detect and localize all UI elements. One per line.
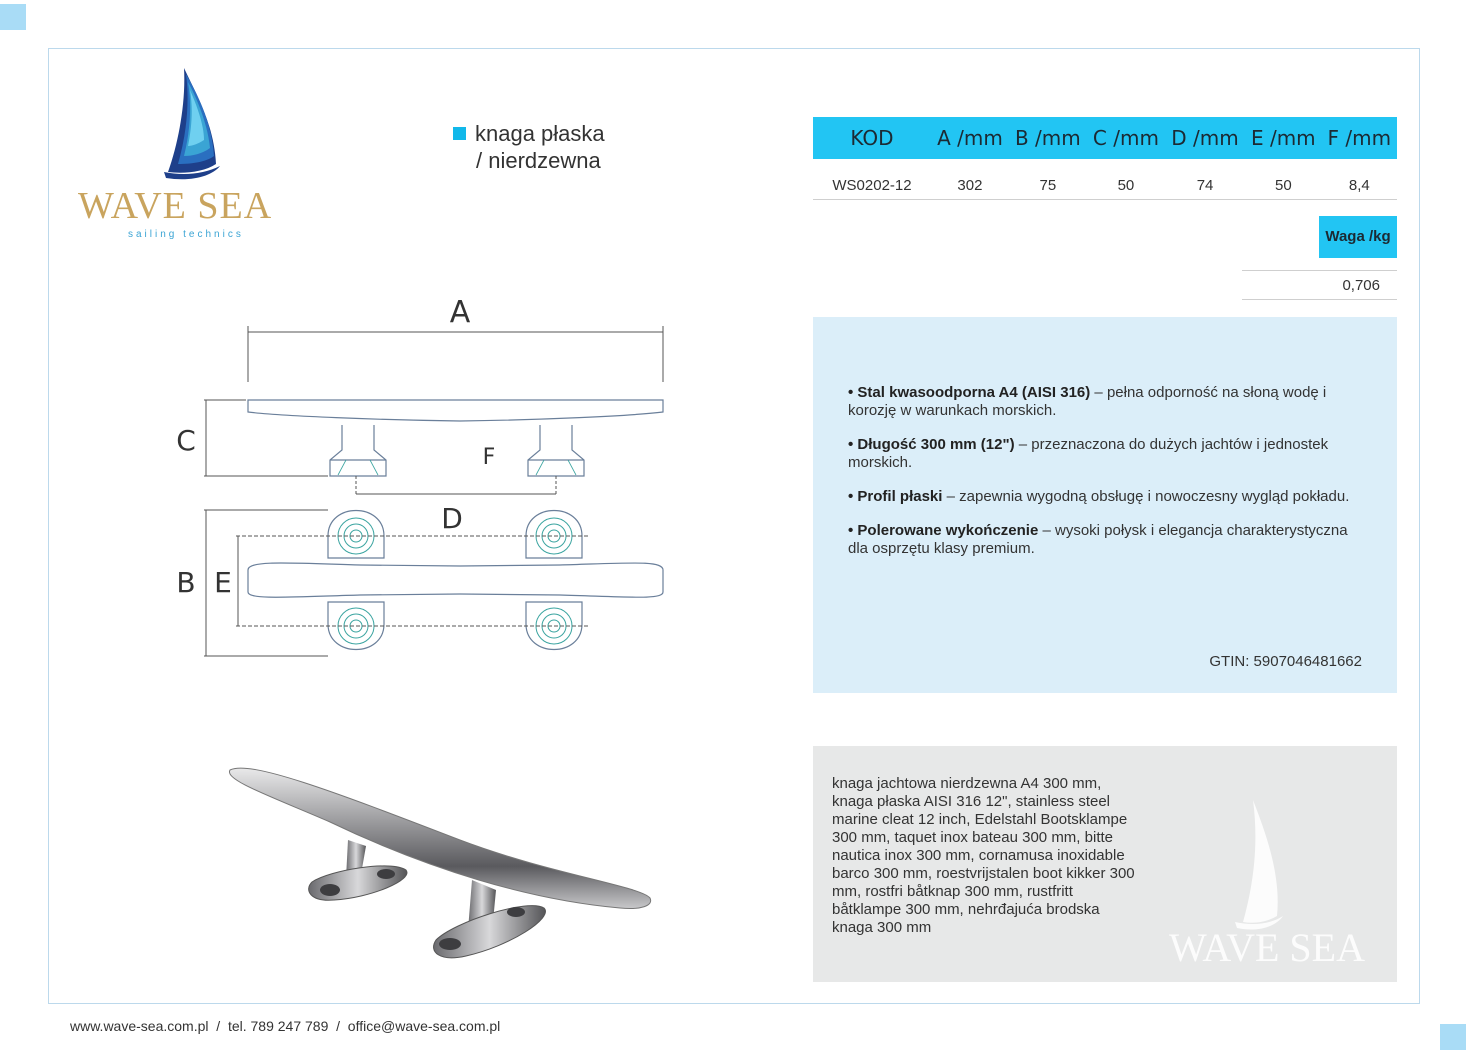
product-title bbox=[453, 120, 605, 174]
weight-value: 0,706 bbox=[1242, 270, 1397, 300]
product-title-line2: / nierdzewna bbox=[476, 148, 601, 173]
features-box bbox=[813, 317, 1397, 693]
dimension-label-d: D bbox=[441, 502, 463, 535]
spec-table bbox=[813, 117, 1397, 200]
spec-cell-a: 302 bbox=[931, 171, 1009, 200]
spec-cell-f: 8,4 bbox=[1322, 171, 1397, 200]
feature-2-title: • Długość 300 mm (12") bbox=[848, 436, 1015, 453]
spec-table-gap bbox=[813, 159, 1397, 171]
dimension-label-a: A bbox=[449, 295, 471, 330]
list-item bbox=[848, 488, 1367, 506]
spec-header-b: B /mm bbox=[1009, 117, 1087, 159]
wave-sea-watermark bbox=[1143, 796, 1393, 982]
gtin-code: GTIN: 5907046481662 bbox=[1209, 653, 1362, 670]
spec-header-kod: KOD bbox=[813, 117, 931, 159]
dimension-label-f: F bbox=[482, 445, 496, 470]
spec-header-c: C /mm bbox=[1087, 117, 1165, 159]
dimension-label-c: C bbox=[176, 424, 196, 457]
technical-drawing bbox=[160, 280, 680, 670]
list-item bbox=[848, 522, 1367, 558]
feature-2-text: – przeznaczona do dużych jachtów i jednostek morskich. bbox=[848, 436, 1329, 471]
spec-header-e: E /mm bbox=[1245, 117, 1322, 159]
watermark-text: WAVE SEA bbox=[1169, 925, 1365, 970]
feature-1-title: • Stal kwasoodporna A4 (AISI 316) bbox=[848, 384, 1091, 401]
spec-cell-b: 75 bbox=[1009, 171, 1087, 200]
feature-4-title: • Polerowane wykończenie bbox=[848, 522, 1039, 539]
spec-table-header-row bbox=[813, 117, 1397, 159]
list-item bbox=[848, 436, 1367, 472]
brand-name: WAVE SEA bbox=[78, 185, 273, 227]
list-item bbox=[848, 384, 1367, 420]
dimension-label-e: E bbox=[214, 566, 232, 599]
corner-marker-top-left bbox=[0, 4, 26, 30]
spec-cell-c: 50 bbox=[1087, 171, 1165, 200]
spec-cell-kod: WS0202-12 bbox=[813, 171, 931, 200]
description-box bbox=[813, 746, 1397, 982]
brand-tagline: sailing technics bbox=[128, 229, 244, 240]
dimension-label-b: B bbox=[176, 566, 196, 599]
feature-1-text: – pełna odporność na słoną wodę i korozję w warunkach morskich. bbox=[848, 384, 1327, 419]
feature-3-text: – zapewnia wygodną obsługę i nowoczesny wygląd pokładu. bbox=[942, 488, 1350, 505]
spec-cell-e: 50 bbox=[1245, 171, 1322, 200]
product-photo bbox=[210, 750, 670, 980]
footer-contact: www.wave-sea.com.pl / tel. 789 247 789 / office@wave-sea.com.pl bbox=[70, 1018, 501, 1034]
weight-header: Waga /kg bbox=[1319, 216, 1397, 258]
spec-header-f: F /mm bbox=[1322, 117, 1397, 159]
spec-header-a: A /mm bbox=[931, 117, 1009, 159]
corner-marker-bottom-right bbox=[1440, 1024, 1466, 1050]
spec-header-d: D /mm bbox=[1165, 117, 1245, 159]
feature-3-title: • Profil płaski bbox=[848, 488, 943, 505]
description-text: knaga jachtowa nierdzewna A4 300 mm, knaga płaska AISI 316 12", stainless steel marine cleat 12 inch, Edelstahl Bootsklampe 300 mm, taquet inox bateau 300 mm, bitte nautica inox 300 mm, cornamusa inoxidable barco 300 mm, roestvrijstalen boot kikker 300 mm, rostfri båtknap 300 mm, rustfritt båtklampe 300 mm, nehrđajuća brodska knaga 300 mm bbox=[832, 775, 1135, 936]
feature-4-text: – wysoki połysk i elegancja charakterystyczna dla osprzętu klasy premium. bbox=[848, 522, 1348, 557]
title-square-bullet bbox=[453, 127, 466, 140]
table-row bbox=[813, 171, 1397, 200]
product-title-line1: knaga płaska bbox=[475, 121, 605, 146]
spec-cell-d: 74 bbox=[1165, 171, 1245, 200]
